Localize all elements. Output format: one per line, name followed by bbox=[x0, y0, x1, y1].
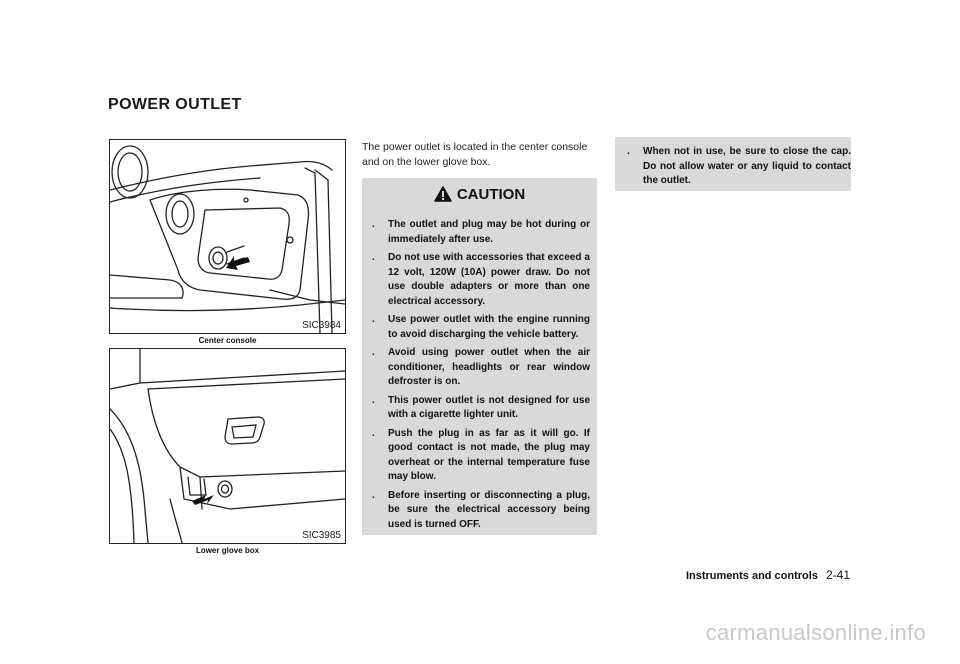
caution-heading-text: CAUTION bbox=[456, 186, 526, 203]
figure-code: SIC3985 bbox=[302, 530, 341, 541]
list-item bbox=[372, 427, 590, 485]
note-text: When not in use, be sure to close the cap. Do not allow water or any liquid to contact the outlet. bbox=[643, 146, 851, 186]
caution-item-text: Before inserting or disconnecting a plug, be sure the electrical accessory being used is turned OFF. bbox=[388, 489, 590, 530]
caution-item-text: Use power outlet with the engine running to avoid discharging the vehicle battery. bbox=[388, 314, 590, 340]
caution-item-text: Do not use with accessories that exceed a 12 volt, 120W (10A) power draw. Do not use double adapters or more than one electrical accessory. bbox=[388, 252, 590, 307]
center-console-illustration bbox=[110, 140, 345, 333]
figure-lower-glove-box bbox=[109, 348, 346, 544]
bullet: . bbox=[372, 427, 375, 439]
caution-item-text: This power outlet is not designed for use with a cigarette lighter unit. bbox=[388, 394, 590, 420]
page-footer bbox=[0, 568, 850, 582]
bullet: . bbox=[372, 489, 375, 501]
list-item bbox=[372, 251, 590, 309]
bullet: . bbox=[372, 347, 375, 358]
caution-heading bbox=[362, 186, 597, 203]
figure-caption: Center console bbox=[198, 336, 257, 345]
footer-section-name: Instruments and controls bbox=[685, 570, 818, 582]
section-title: POWER OUTLET bbox=[108, 96, 242, 113]
bullet: . bbox=[627, 146, 630, 157]
intro-paragraph: The power outlet is located in the center console and on the lower glove box. bbox=[362, 141, 588, 168]
figure-code: SIC3984 bbox=[302, 320, 341, 331]
caution-box bbox=[362, 178, 597, 535]
caution-item-text: Push the plug in as far as it will go. If good contact is not made, the plug may overheat or the internal temperature fuse may blow. bbox=[388, 427, 590, 482]
list-item bbox=[372, 218, 590, 247]
bullet: . bbox=[372, 252, 375, 263]
glove-box-illustration bbox=[110, 349, 345, 543]
bullet: . bbox=[372, 219, 375, 230]
bullet: . bbox=[372, 314, 375, 325]
note-box bbox=[615, 137, 851, 191]
list-item bbox=[372, 313, 590, 342]
caution-item-text: The outlet and plug may be hot during or immediately after use. bbox=[388, 219, 590, 245]
bullet: . bbox=[372, 394, 375, 406]
list-item bbox=[627, 145, 851, 189]
warning-triangle-icon bbox=[434, 186, 452, 202]
figure-caption: Lower glove box bbox=[195, 546, 260, 555]
figure-center-console bbox=[109, 139, 346, 334]
page-number: 2-41 bbox=[825, 568, 850, 582]
list-item bbox=[372, 394, 590, 423]
caution-item-text: Avoid using power outlet when the air conditioner, headlights or rear window defroster is on. bbox=[388, 347, 590, 387]
list-item bbox=[372, 489, 590, 533]
watermark: carmanualsonline.info bbox=[705, 620, 926, 645]
list-item bbox=[372, 346, 590, 390]
caution-list bbox=[372, 218, 590, 536]
